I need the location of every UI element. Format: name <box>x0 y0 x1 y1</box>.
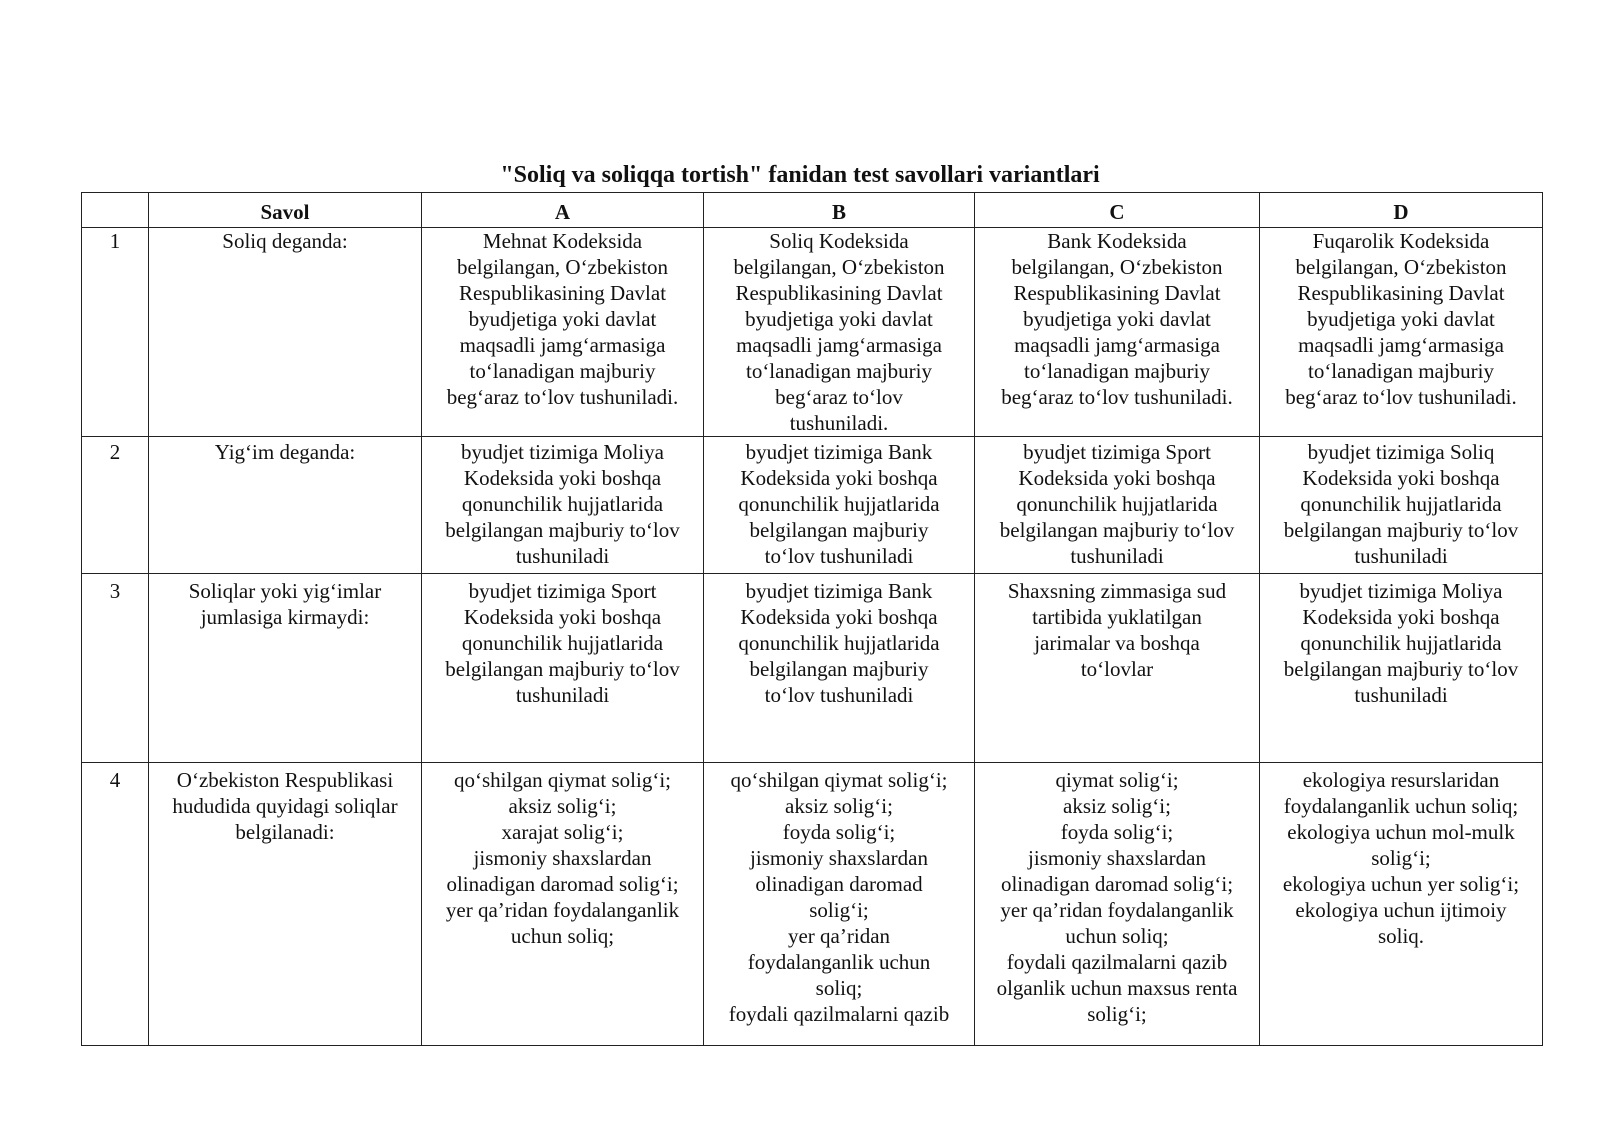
header-option-c: C <box>975 193 1260 228</box>
document-title: "Soliq va soliqqa tortish" fanidan test savollari variantlari <box>500 162 1100 188</box>
option-b-cell: qo‘shilgan qiymat solig‘i; aksiz solig‘i; foyda solig‘i; jismoniy shaxslardan olinadigan daromad solig‘i; yer qa’ridan foydalanganlik uchun soliq; foydali qazilmalarni qazib <box>704 763 975 1046</box>
row-number: 2 <box>82 437 149 574</box>
option-d-cell: byudjet tizimiga Moliya Kodeksida yoki boshqa qonunchilik hujjatlarida belgilangan majburiy to‘lov tushuniladi <box>1260 574 1543 763</box>
question-cell: O‘zbekiston Respublikasi hududida quyidagi soliqlar belgilanadi: <box>149 763 422 1046</box>
table-row <box>82 763 1543 1046</box>
option-d-cell: Fuqarolik Kodeksida belgilangan, O‘zbekiston Respublikasining Davlat byudjetiga yoki davlat maqsadli jamg‘armasiga to‘lanadigan majburiy beg‘araz to‘lov tushuniladi. <box>1260 228 1543 437</box>
header-option-a: A <box>422 193 704 228</box>
table-row <box>82 437 1543 574</box>
table-header-row <box>82 193 1543 228</box>
test-questions-table <box>81 192 1543 1046</box>
option-b-cell: byudjet tizimiga Bank Kodeksida yoki boshqa qonunchilik hujjatlarida belgilangan majburiy to‘lov tushuniladi <box>704 437 975 574</box>
question-cell: Soliq deganda: <box>149 228 422 437</box>
row-number: 3 <box>82 574 149 763</box>
option-b-cell: Soliq Kodeksida belgilangan, O‘zbekiston Respublikasining Davlat byudjetiga yoki davlat maqsadli jamg‘armasiga to‘lanadigan majburiy beg‘araz to‘lov tushuniladi. <box>704 228 975 437</box>
option-c-cell: Bank Kodeksida belgilangan, O‘zbekiston Respublikasining Davlat byudjetiga yoki davlat maqsadli jamg‘armasiga to‘lanadigan majburiy beg‘araz to‘lov tushuniladi. <box>975 228 1260 437</box>
question-cell: Yig‘im deganda: <box>149 437 422 574</box>
option-c-cell: Shaxsning zimmasiga sud tartibida yuklatilgan jarimalar va boshqa to‘lovlar <box>975 574 1260 763</box>
header-number <box>82 193 149 228</box>
header-option-b: B <box>704 193 975 228</box>
option-b-cell: byudjet tizimiga Bank Kodeksida yoki boshqa qonunchilik hujjatlarida belgilangan majburiy to‘lov tushuniladi <box>704 574 975 763</box>
header-question: Savol <box>149 193 422 228</box>
option-d-cell: ekologiya resurslaridan foydalanganlik uchun soliq; ekologiya uchun mol-mulk solig‘i; ekologiya uchun yer solig‘i; ekologiya uchun ijtimoiy soliq. <box>1260 763 1543 1046</box>
option-d-cell: byudjet tizimiga Soliq Kodeksida yoki boshqa qonunchilik hujjatlarida belgilangan majburiy to‘lov tushuniladi <box>1260 437 1543 574</box>
option-a-cell: qo‘shilgan qiymat solig‘i; aksiz solig‘i; xarajat solig‘i; jismoniy shaxslardan olinadigan daromad solig‘i; yer qa’ridan foydalanganlik uchun soliq; <box>422 763 704 1046</box>
option-a-cell: Mehnat Kodeksida belgilangan, O‘zbekiston Respublikasining Davlat byudjetiga yoki davlat maqsadli jamg‘armasiga to‘lanadigan majburiy beg‘araz to‘lov tushuniladi. <box>422 228 704 437</box>
table-row <box>82 228 1543 437</box>
header-option-d: D <box>1260 193 1543 228</box>
row-number: 4 <box>82 763 149 1046</box>
option-c-cell: byudjet tizimiga Sport Kodeksida yoki boshqa qonunchilik hujjatlarida belgilangan majburiy to‘lov tushuniladi <box>975 437 1260 574</box>
option-a-cell: byudjet tizimiga Sport Kodeksida yoki boshqa qonunchilik hujjatlarida belgilangan majburiy to‘lov tushuniladi <box>422 574 704 763</box>
option-a-cell: byudjet tizimiga Moliya Kodeksida yoki boshqa qonunchilik hujjatlarida belgilangan majburiy to‘lov tushuniladi <box>422 437 704 574</box>
option-c-cell: qiymat solig‘i; aksiz solig‘i; foyda solig‘i; jismoniy shaxslardan olinadigan daromad solig‘i; yer qa’ridan foydalanganlik uchun soliq; foydali qazilmalarni qazib olganlik uchun maxsus renta solig‘i; <box>975 763 1260 1046</box>
row-number: 1 <box>82 228 149 437</box>
table-row <box>82 574 1543 763</box>
question-cell: Soliqlar yoki yig‘imlar jumlasiga kirmaydi: <box>149 574 422 763</box>
